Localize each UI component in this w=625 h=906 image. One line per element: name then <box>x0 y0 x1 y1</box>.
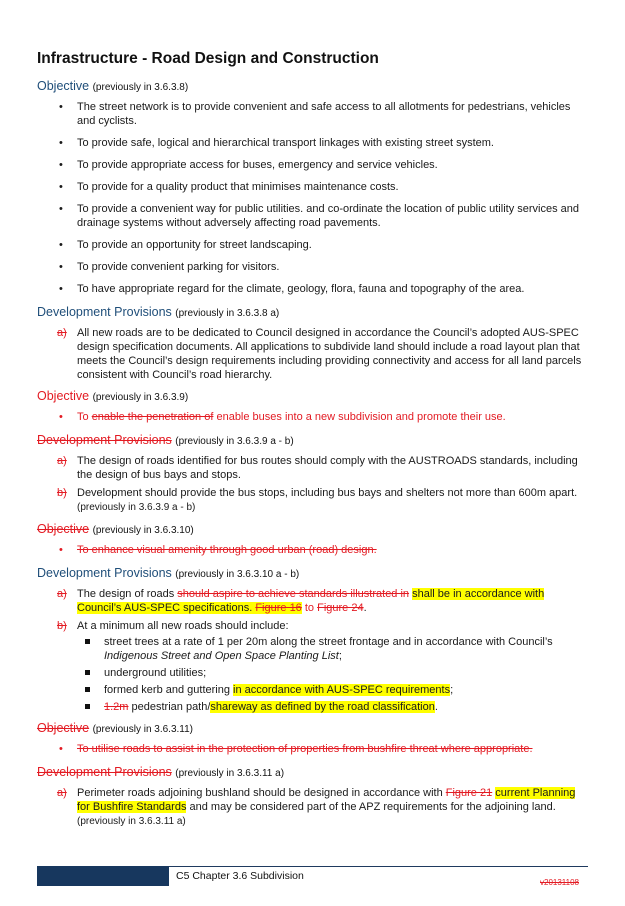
sub-list <box>77 635 590 714</box>
list-item: • To provide a convenient way for public utilities. and co-ordinate the location of public utility services and drainage systems without adversely affecting road pavements. <box>59 203 579 229</box>
list-item: • To provide appropriate access for buses, emergency and service vehicles. <box>59 159 438 171</box>
section-heading-objective-2: Objective (previously in 3.6.3.9) <box>37 389 189 403</box>
bullet-icon: • <box>59 261 63 273</box>
bullet-icon: • <box>59 544 63 556</box>
section-heading-objective-1: Objective (previously in 3.6.3.8) <box>37 79 189 93</box>
bullet-icon: • <box>59 137 63 149</box>
footer-version: v20131108 <box>540 878 579 887</box>
list-item: • To provide convenient parking for visitors. <box>59 261 280 273</box>
list-item: a) The design of roads identified for bus routes should comply with the AUSTROADS standards, including the design of bus bays and stops. <box>57 455 578 481</box>
list-item: a) All new roads are to be dedicated to Council designed in accordance the Council’s adopted AUS-SPEC design specification documents. All applications to subdivide land should include a road layout plan that meets the Council’s design requirements including providing connectivity and access for all land parcels consistent with Council’s road hierarchy. <box>57 327 582 381</box>
bullet-icon: • <box>59 203 63 215</box>
section-heading-provisions-4: Development Provisions (previously in 3.6.3.11 a) <box>37 765 285 779</box>
list-item: a) Perimeter roads adjoining bushland should be designed in accordance with Figure 21 current Planning for Bushfire Standards and may be considered part of the APZ requirements for the adjoining land. (previously in 3.6.3.11 a) <box>57 787 576 827</box>
section-heading-provisions-2: Development Provisions (previously in 3.6.3.9 a - b) <box>37 433 294 447</box>
bullet-icon: • <box>59 159 63 171</box>
list-item: • To enable the penetration of enable buses into a new subdivision and promote their use. <box>59 411 506 423</box>
square-bullet-icon <box>85 670 90 675</box>
provision-list-4 <box>37 786 590 829</box>
sub-list-item: street trees at a rate of 1 per 20m along the street frontage and in accordance with Council’s Indigenous Street and Open Space Planting List; <box>77 635 590 663</box>
section-heading-provisions-3: Development Provisions (previously in 3.6.3.10 a - b) <box>37 566 300 580</box>
section-heading-objective-4: Objective (previously in 3.6.3.11) <box>37 721 194 735</box>
bullet-icon: • <box>59 101 63 113</box>
document-page <box>37 50 590 833</box>
sub-list-item: 1.2m pedestrian path/shareway as defined by the road classification. <box>77 700 590 714</box>
list-item: • To have appropriate regard for the climate, geology, flora, fauna and topography of the area. <box>59 283 525 295</box>
list-item: • To provide for a quality product that minimises maintenance costs. <box>59 181 399 193</box>
section-heading-objective-3: Objective (previously in 3.6.3.10) <box>37 522 194 536</box>
list-item: a) The design of roads should aspire to achieve standards illustrated in shall be in accordance with Council’s AUS-SPEC specifications. Figure 16 to Figure 24. <box>57 588 545 614</box>
objective-list-1 <box>37 100 590 296</box>
bullet-icon: • <box>59 181 63 193</box>
list-item: • To utilise roads to assist in the protection of properties from bushfire threat where appropriate. <box>59 743 533 755</box>
list-item: • The street network is to provide convenient and safe access to all allotments for pedestrians, vehicles and cyclists. <box>59 101 571 127</box>
footer-chapter-label: C5 Chapter 3.6 Subdivision <box>176 870 304 882</box>
bullet-icon: • <box>59 283 63 295</box>
footer-color-block <box>37 866 169 886</box>
provision-list-1 <box>37 326 590 382</box>
square-bullet-icon <box>85 704 90 709</box>
list-item: b) At a minimum all new roads should include: street trees at a rate of 1 per 20m along the street frontage and in accordance with Council’s Indigenous Street and Open Space Planting List; underground utilities; formed kerb and guttering in accordance with AUS-SPEC requirements; 1.2m pedestrian path/shareway as defined by the road classification. <box>37 619 590 714</box>
square-bullet-icon <box>85 687 90 692</box>
list-item: • To provide safe, logical and hierarchical transport linkages with existing street system. <box>59 137 494 149</box>
list-item: • To enhance visual amenity through good urban (road) design. <box>59 544 377 556</box>
list-item: • To provide an opportunity for street landscaping. <box>59 239 312 251</box>
sub-list-item: formed kerb and guttering in accordance with AUS-SPEC requirements; <box>77 683 590 697</box>
provision-list-3 <box>37 587 590 714</box>
square-bullet-icon <box>85 639 90 644</box>
objective-list-3 <box>37 543 590 557</box>
list-item: b) Development should provide the bus stops, including bus bays and shelters not more than 600m apart. (previously in 3.6.3.9 a - b) <box>57 487 578 513</box>
bullet-icon: • <box>59 239 63 251</box>
bullet-icon: • <box>59 411 63 423</box>
bullet-icon: • <box>59 743 63 755</box>
provision-list-2 <box>37 454 590 515</box>
objective-list-4 <box>37 742 590 756</box>
objective-list-2 <box>37 410 590 424</box>
page-title: Infrastructure - Road Design and Construction <box>37 50 379 67</box>
section-heading-provisions-1: Development Provisions (previously in 3.6.3.8 a) <box>37 305 280 319</box>
sub-list-item: underground utilities; <box>77 666 590 680</box>
